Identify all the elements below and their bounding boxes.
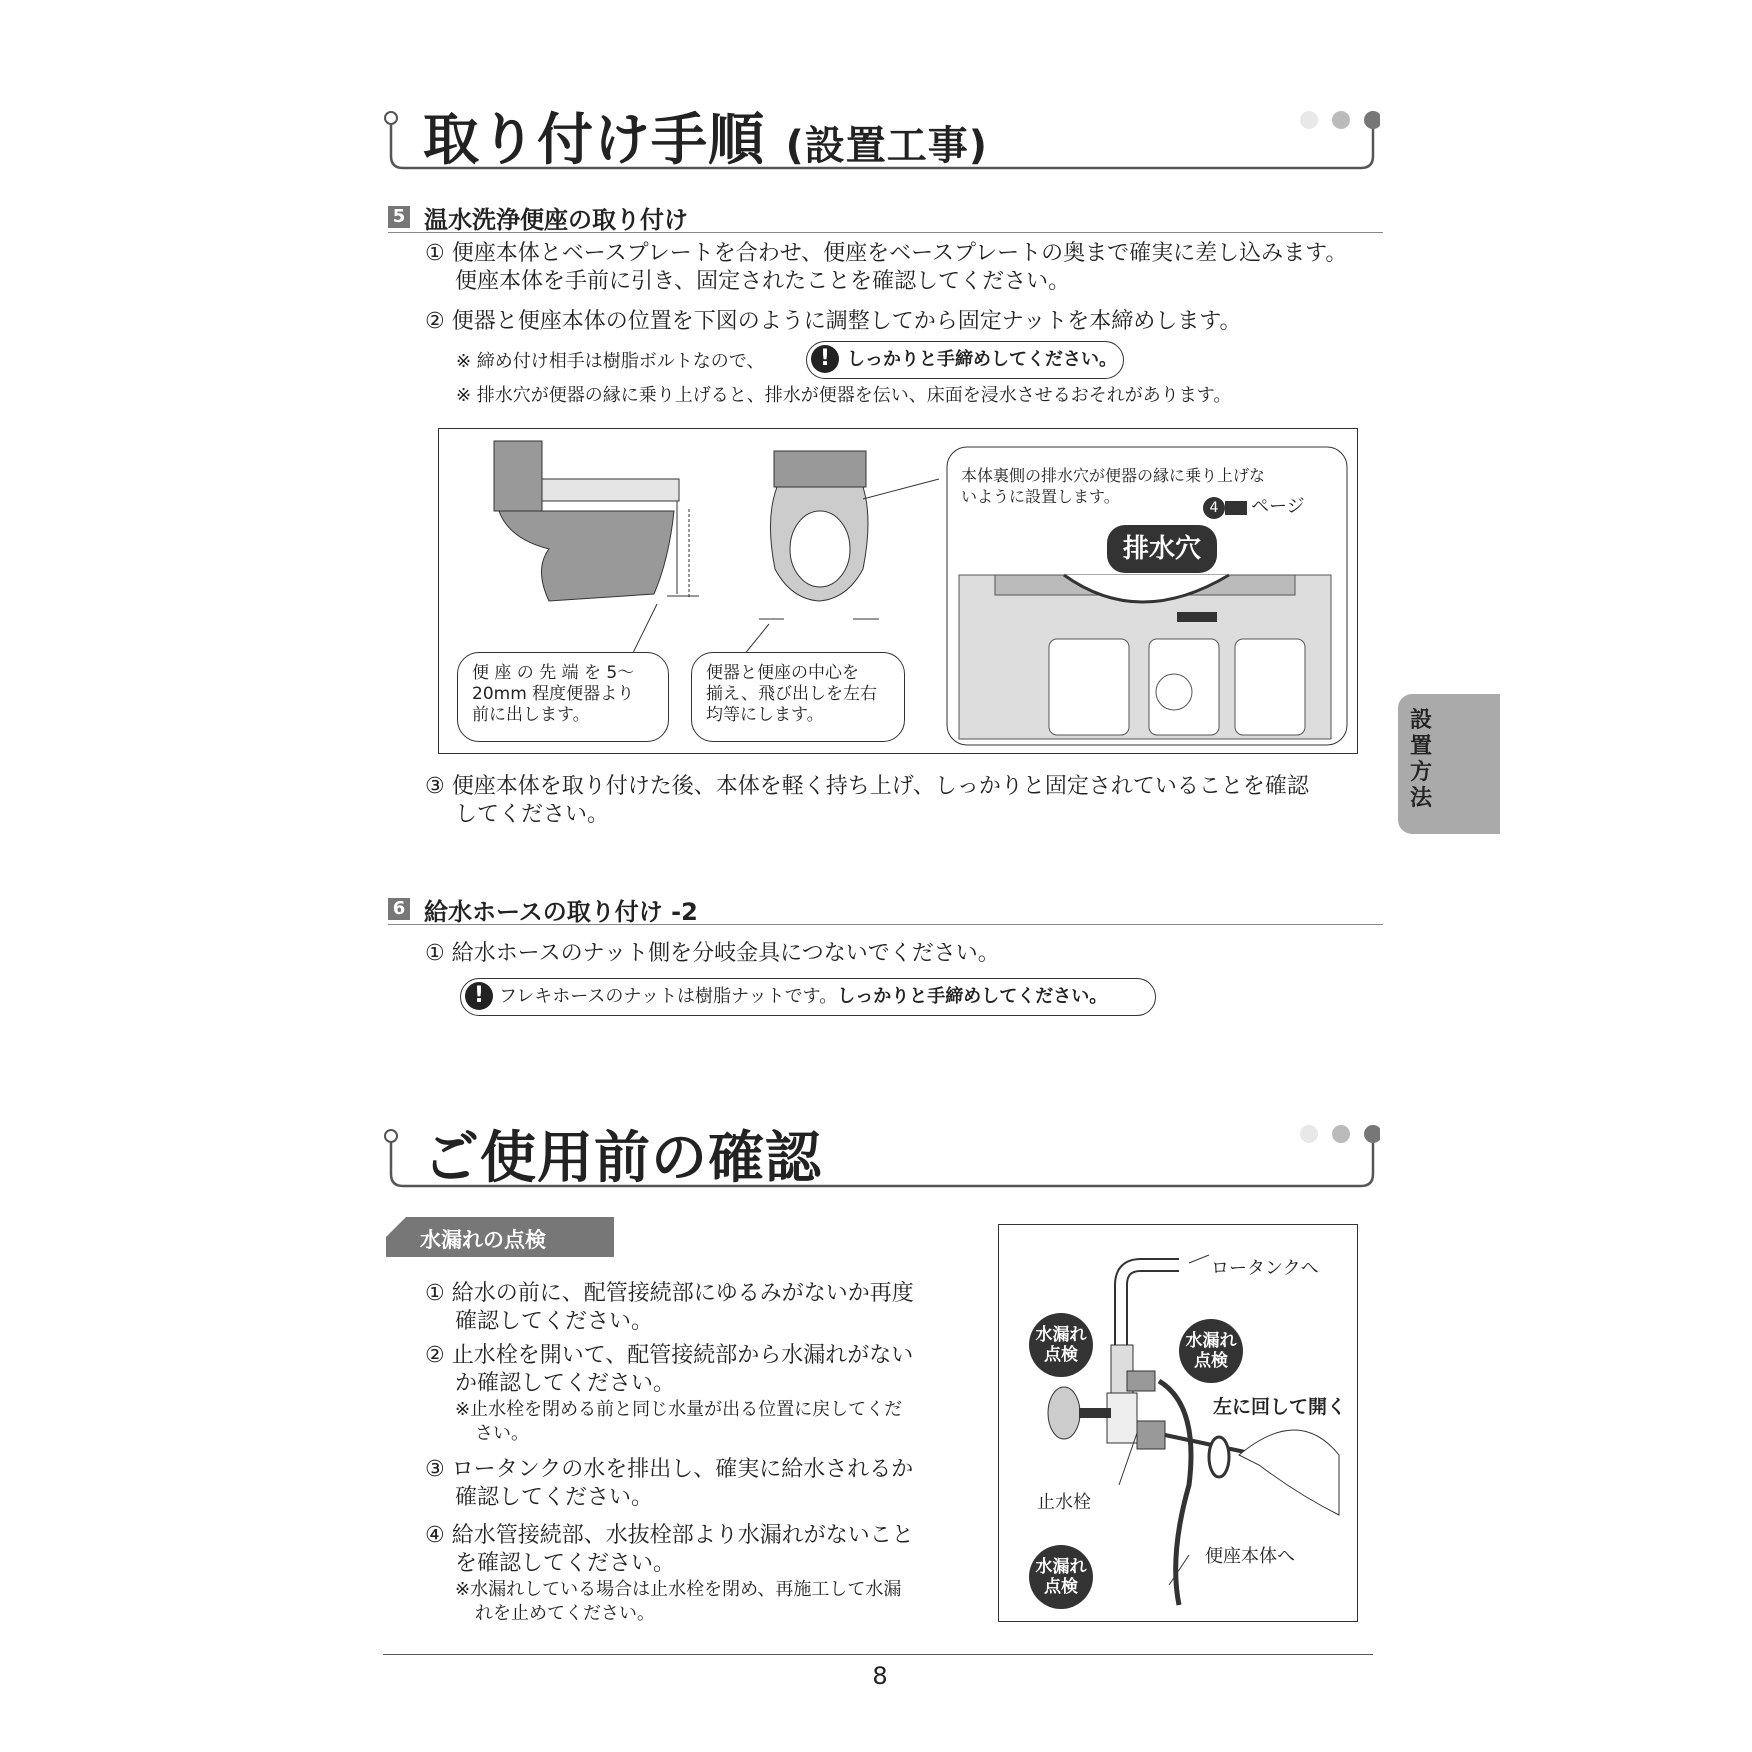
fig-to-seat-label: 便座本体へ bbox=[1205, 1546, 1295, 1567]
section-header-before-use bbox=[383, 1114, 1380, 1194]
bubble-left-line-2: 20mm 程度便器より bbox=[472, 684, 635, 704]
page-subtitle: (設置工事) bbox=[785, 123, 989, 169]
fig-open-label: 左に回して開く bbox=[1213, 1396, 1347, 1418]
step5-note1: ※ 締め付け相手は樹脂ボルトなので、 bbox=[456, 351, 765, 372]
leak-check-badge-c-line-2: 点検 bbox=[1044, 1577, 1078, 1597]
warning-icon: ! bbox=[811, 345, 839, 373]
leak-check-tag bbox=[386, 1217, 614, 1257]
leak-item3-line2: 確認してください。 bbox=[455, 1485, 654, 1510]
bubble-left-line-1: 便 座 の 先 端 を 5～ bbox=[472, 663, 635, 683]
side-tab-installation bbox=[1398, 694, 1500, 834]
leak-item2-note2: さい。 bbox=[475, 1423, 529, 1444]
bubble-mid-line-3: 均等にします。 bbox=[706, 705, 824, 725]
leak-check-badge-a-line-2: 点検 bbox=[1044, 1345, 1078, 1365]
drain-hole-label: 排水穴 bbox=[1107, 525, 1217, 573]
leak-item2-note1: ※止水栓を閉める前と同じ水量が出る位置に戻してくだ bbox=[455, 1399, 903, 1420]
step6-header bbox=[388, 892, 1383, 925]
bubble-left-line-3: 前に出します。 bbox=[472, 705, 590, 725]
leak-check-badge-a bbox=[1029, 1313, 1093, 1377]
page-ref-label: ページ bbox=[1251, 496, 1305, 517]
leak-item4-line2: を確認してください。 bbox=[455, 1551, 676, 1576]
step6-item1: ① 給水ホースのナット側を分岐金具につないでください。 bbox=[425, 941, 1000, 966]
bubble-center-align bbox=[691, 652, 905, 742]
bubble-seat-offset bbox=[457, 652, 669, 742]
leak-check-badge-c bbox=[1029, 1545, 1093, 1609]
bubble-mid-line-2: 揃え、飛び出しを左右 bbox=[706, 684, 878, 704]
fig-valve-label: 止水栓 bbox=[1037, 1492, 1091, 1513]
side-tab-label: 設置方法 bbox=[1410, 708, 1433, 811]
leak-item1-line2: 確認してください。 bbox=[455, 1309, 654, 1334]
leak-item2-line2: か確認してください。 bbox=[455, 1371, 676, 1396]
page-ref-number: 4 bbox=[1203, 497, 1225, 519]
warning-pill-2-bold: しっかりと手締めしてください。 bbox=[837, 986, 1108, 1007]
warning-pill-2 bbox=[460, 978, 1156, 1016]
section2-title: ご使用前の確認 bbox=[423, 1126, 822, 1191]
page-number: 8 bbox=[872, 1662, 888, 1690]
leak-check-badge-b-line-2: 点検 bbox=[1194, 1351, 1228, 1371]
leak-check-badge-c-line-1: 水漏れ bbox=[1035, 1557, 1087, 1577]
leak-item4-line1: ④ 給水管接続部、水抜栓部より水漏れがないこと bbox=[425, 1523, 914, 1548]
leak-item4-note1: ※水漏れしている場合は止水栓を閉め、再施工して水漏 bbox=[455, 1579, 902, 1600]
step5-header bbox=[388, 200, 1383, 233]
step5-item1-line1: ① 便座本体とベースプレートを合わせ、便座をベースプレートの奥まで確実に差し込みます。 bbox=[425, 241, 1348, 266]
leak-item2-line1: ② 止水栓を開いて、配管接続部から水漏れがない bbox=[425, 1343, 914, 1368]
step6-title: 給水ホースの取り付け -2 bbox=[424, 898, 698, 926]
step6-number: 6 bbox=[388, 898, 410, 920]
footer-rule bbox=[383, 1654, 1373, 1655]
page-title: 取り付け手順 (設置工事) bbox=[423, 108, 989, 173]
installation-figure bbox=[438, 428, 1358, 754]
warning-pill-1-text: しっかりと手締めしてください。 bbox=[847, 349, 1117, 370]
step5-note2: ※ 排水穴が便器の縁に乗り上げると、排水が便器を伝い、床面を浸水させるおそれがあります。 bbox=[456, 385, 1232, 406]
warning-pill-2-text bbox=[499, 985, 1107, 1009]
warning-pill-2-normal: フレキホースのナットは樹脂ナットです。 bbox=[499, 986, 838, 1007]
step5-item1-line2: 便座本体を手前に引き、固定されたことを確認してください。 bbox=[455, 269, 1071, 294]
step5-item2: ② 便器と便座本体の位置を下図のように調整してから固定ナットを本締めします。 bbox=[425, 309, 1242, 334]
bubble-mid-line-1: 便器と便座の中心を bbox=[706, 663, 859, 683]
callout-line-2: いように設置します。 bbox=[961, 487, 1120, 506]
fig-to-tank-label: ロータンクへ bbox=[1211, 1258, 1319, 1279]
leak-item3-line1: ③ ロータンクの水を排出し、確実に給水されるか bbox=[425, 1457, 914, 1482]
leak-item1-line1: ① 給水の前に、配管接続部にゆるみがないか再度 bbox=[425, 1281, 914, 1306]
leak-check-badge-b-line-1: 水漏れ bbox=[1185, 1331, 1237, 1351]
callout-line-1: 本体裏側の排水穴が便器の縁に乗り上げな bbox=[961, 466, 1266, 485]
step5-title: 温水洗浄便座の取り付け bbox=[424, 206, 688, 234]
leak-check-badge-a-line-1: 水漏れ bbox=[1035, 1325, 1087, 1345]
warning-pill-1 bbox=[806, 341, 1124, 379]
leak-check-tag-label: 水漏れの点検 bbox=[420, 1228, 546, 1252]
leak-item4-note2: れを止めてください。 bbox=[475, 1603, 655, 1624]
leak-check-figure bbox=[998, 1224, 1358, 1622]
step5-item3-line2: してください。 bbox=[455, 802, 610, 827]
leak-check-badge-b bbox=[1179, 1319, 1243, 1383]
step5-item3-line1: ③ 便座本体を取り付けた後、本体を軽く持ち上げ、しっかりと固定されていることを確認 bbox=[425, 774, 1309, 799]
warning-icon: ! bbox=[465, 982, 493, 1010]
step5-number: 5 bbox=[388, 206, 410, 228]
pointing-hand-icon bbox=[1225, 501, 1247, 515]
section-header-installation bbox=[383, 96, 1380, 176]
